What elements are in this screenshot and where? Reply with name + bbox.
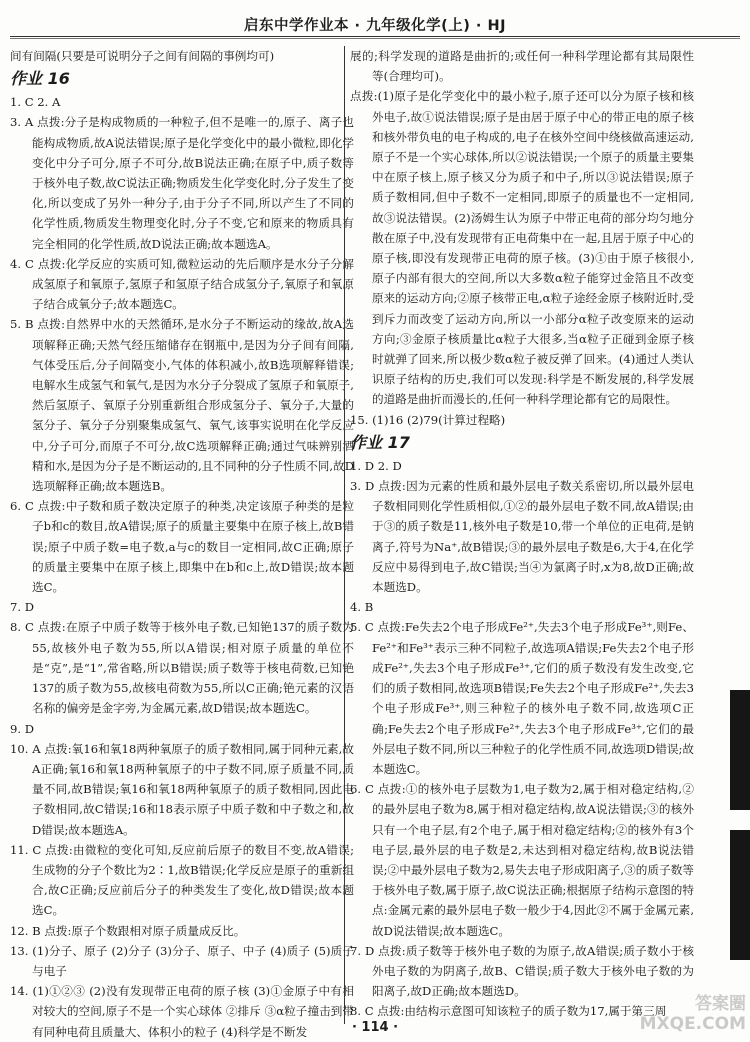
page-number: · 114 · — [351, 1020, 399, 1035]
answer-item: 3. A 点拨:分子是构成物质的一种粒子,但不是唯一的,原子、离子也能构成物质,故A说法错误;原子是化学变化中的最小微粒,即化学变化中分子可分,原子不可分,故B说法正确;在原子中,质子数等于核外电子数,故C说法正确;物质发生化学变化时,分子发生了变化,所以变成了另外一种分子,由于分子不同,所以产生了不同的化学性质,物质发生物理变化时,分子不变,它和原来的物质具有完全相同的化学性质,故D说法正确;故本题选A。 — [10, 115, 354, 251]
page-edge-mark — [730, 690, 750, 810]
answer-item: 1. D 2. D — [350, 458, 402, 473]
answer-item: 4. B — [350, 600, 374, 615]
watermark-logo: 答案圈 MXQE.COM — [639, 994, 746, 1034]
answer-item: 5. B 点拨:自然界中水的天然循环,是水分子不断运动的缘故,故A选项解释正确;天然气经压缩储存在钢瓶中,是因为分子间有间隔,气体受压后,分子间隔变小,气体的体积减小,故B选项解释错误;电解水生成氢气和氧气,是因为水分子分裂成了氢原子和氧原子,然后氢原子、氧原子分别重新组合形成氢分子、氧分子,大量的氢分子、氧分子分别聚集成氢气、氧气,该事实说明在化学反应中,分子可分,而原子不可分,故C选项解释正确;通过气味辨别酒精和水,是因为分子是不断运动的,且不同种的分子性质不同,故D选项解释正确;故本题选B。 — [10, 317, 354, 494]
answer-list-16 — [10, 92, 354, 1042]
answer-item: 展的;科学发现的道路是曲折的;或任何一种科学理论都有其局限性等(合理均可)。 — [350, 49, 694, 84]
answer-item: 11. C 点拨:由微粒的变化可知,反应前后原子的数目不变,故A错误;生成物的分子个数比为2∶1,故B错误;化学反应是原子的重新组合,故C正确;反应前后分子的种类发生了变化,故D错误;故本题选C。 — [10, 842, 354, 918]
header-rule-thin — [10, 38, 740, 39]
header-title: 启东中学作业本 · 九年级化学(上) · HJ — [244, 18, 506, 34]
answer-item: 7. D — [10, 600, 35, 615]
answer-item: 6. C 点拨:中子数和质子数决定原子的种类,决定该原子种类的是粒子b和c的数目,故A错误;原子的质量主要集中在原子核上,故B错误;原子中质子数=电子数,a与c的数目一定相同,故C正确;原子的质量主要集中在原子核上,即集中在b和c上,故D错误;故本题选C。 — [10, 499, 354, 595]
answer-item: 点拨:(1)原子是化学变化中的最小粒子,原子还可以分为原子核和核外电子,故①说法错误;原子是由居于原子中心的带正电的原子核和核外带负电的电子构成的,电子在核外空间中绕核做高速运动,原子不是一个实心球体,所以②说法错误;一个原子的质量主要集中在原子核上,原子核又分为质子和中子,所以③说法错误;原子质子数相同,但中子数不一定相同,即原子的质量也不一定相同,故③说法错误。(2)汤姆生认为原子中带正电荷的部分均匀地分散在原子中,没有发现带有正电荷集中在一起,且居于原子中心的原子核,即没有发现带正电荷的原子核。(3)①由于原子核很小,原子内部有很大的空间,所以大多数α粒子能穿过金箔且不改变原来的运动方向;②原子核带正电,α粒子途经金原子核附近时,受到斥力而改变了运动方向,所以一小部分α粒子改变原来的运动方向;③金原子核质量比α粒子大很多,当α粒子正碰到金原子核时就弹了回来,所以极少数α粒子被反弹了回来。(4)通过人类认识原子结构的历史,我们可以发现:科学是不断发展的,科学发展的道路是曲折而漫长的,任何一种科学理论都有它的局限性。 — [350, 89, 694, 407]
answer-list-17 — [350, 456, 694, 1022]
answer-item: 9. D — [10, 721, 35, 736]
answer-list-16-continued — [350, 46, 694, 430]
left-column — [10, 46, 354, 1042]
page-edge-mark — [730, 830, 750, 960]
answer-item: 13. (1)分子、原子 (2)分子 (3)分子、原子、中子 (4)质子 (5)质子与电子 — [10, 943, 354, 978]
header-rule — [10, 36, 740, 37]
answer-item: 1. C 2. A — [10, 95, 61, 110]
section-title-17: 作业 17 — [350, 432, 410, 452]
answer-item: 3. D 点拨:因为元素的性质和最外层电子数关系密切,所以最外层电子数相同则化学性质相似,①②的最外层电子数不同,故A错误;由于③的质子数是11,核外电子数是10,带一个单位的正电荷,是钠离子,符号为Na⁺,故B错误;③的最外层电子数是6,大于4,在化学反应中易得到电子,故C错误;当④为氯离子时,x为8,故D正确;故本题选D。 — [350, 479, 694, 595]
column-divider — [344, 46, 345, 1024]
intro-line: 间有间隔(只要是可说明分子之间有间隔的事例均可) — [10, 49, 275, 63]
answer-item: 12. B 点拨:原子个数跟相对原子质量成反比。 — [10, 923, 246, 938]
answer-item: 8. C 点拨:由结构示意图可知该粒子的质子数为17,属于第三周 — [350, 1004, 667, 1019]
answer-item: 14. (1)①②③ (2)没有发现带正电荷的原子核 (3)①金原子中有相对较大的空间,原子不是一个实心球体 ②排斥 ③α粒子撞击到带有同种电荷且质量大、体积小的粒子 (4)科学是不断发 — [10, 984, 354, 1039]
section-title-16: 作业 16 — [10, 69, 70, 89]
answer-item: 5. C 点拨:Fe失去2个电子形成Fe²⁺,失去3个电子形成Fe³⁺,则Fe、Fe²⁺和Fe³⁺表示三种不同粒子,故选项A错误;Fe失去2个电子形成Fe²⁺,失去3个电子形成Fe³⁺,它们的质子数没有发生改变,它们的质子数相同,故选项B错误;Fe失去2个电子形成Fe²⁺,失去3个电子形成Fe³⁺,则三种粒子的核外电子数不同,故选项C正确;Fe失去2个电子形成Fe²⁺,失去3个电子形成Fe³⁺,它们的最外层电子数不同,所以三种粒子的化学性质不同,故选项D错误;故本题选C。 — [350, 620, 695, 776]
page-header — [0, 0, 750, 40]
answer-item: 8. C 点拨:在原子中质子数等于核外电子数,已知铯137的质子数为55,故核外电子数为55,所以A错误;相对原子质量的单位不是“克”,是“1”,常省略,所以B错误;质子数等于核电荷数,已知铯137的质子数为55,故核电荷数为55,所以C正确;铯元素的汉语名称的偏旁是金字旁,为金属元素,故D错误;故本题选C。 — [10, 620, 354, 716]
answer-item: 10. A 点拨:氧16和氧18两种氧原子的质子数相同,属于同种元素,故A正确;氧16和氧18两种氧原子的中子数不同,原子质量不同,质量不同,故B错误;氧16和氧18两种氧原子的质子数相同,因此电子数相同,故C错误;16和18表示原子中质子数和中子数之和,故D错误;故本题选A。 — [10, 741, 354, 837]
answer-item: 6. C 点拨:①的核外电子层数为1,电子数为2,属于相对稳定结构,②的最外层电子数为8,属于相对稳定结构,故A说法错误;③的核外只有一个电子层,有2个电子,属于相对稳定结构;②的核外有3个电子层,最外层的电子数是2,未达到相对稳定结构,故B说法错误;②中最外层电子数为2,易失去电子形成阳离子,③的质子数等于核外电子数,属于原子,故C说法正确;根据原子结构示意图的特点:金属元素的最外层电子数一般少于4,因此②不属于金属元素,故D说法错误;故本题选C。 — [350, 782, 694, 938]
answer-item: 15. (1)16 (2)79(计算过程略) — [350, 412, 506, 427]
answer-item: 7. D 点拨:质子数等于核外电子数的为原子,故A错误;质子数小于核外电子数的为阴离子,故B、C错误;质子数大于核外电子数的为阳离子,故D正确;故本题选D。 — [350, 943, 694, 999]
answer-item: 4. C 点拨:化学反应的实质可知,微粒运动的先后顺序是水分子分解成氢原子和氧原子,氢原子和氢原子结合成氢分子,氧原子和氧原子结合成氧分子;故本题选C。 — [10, 256, 354, 312]
right-column — [350, 46, 694, 1022]
